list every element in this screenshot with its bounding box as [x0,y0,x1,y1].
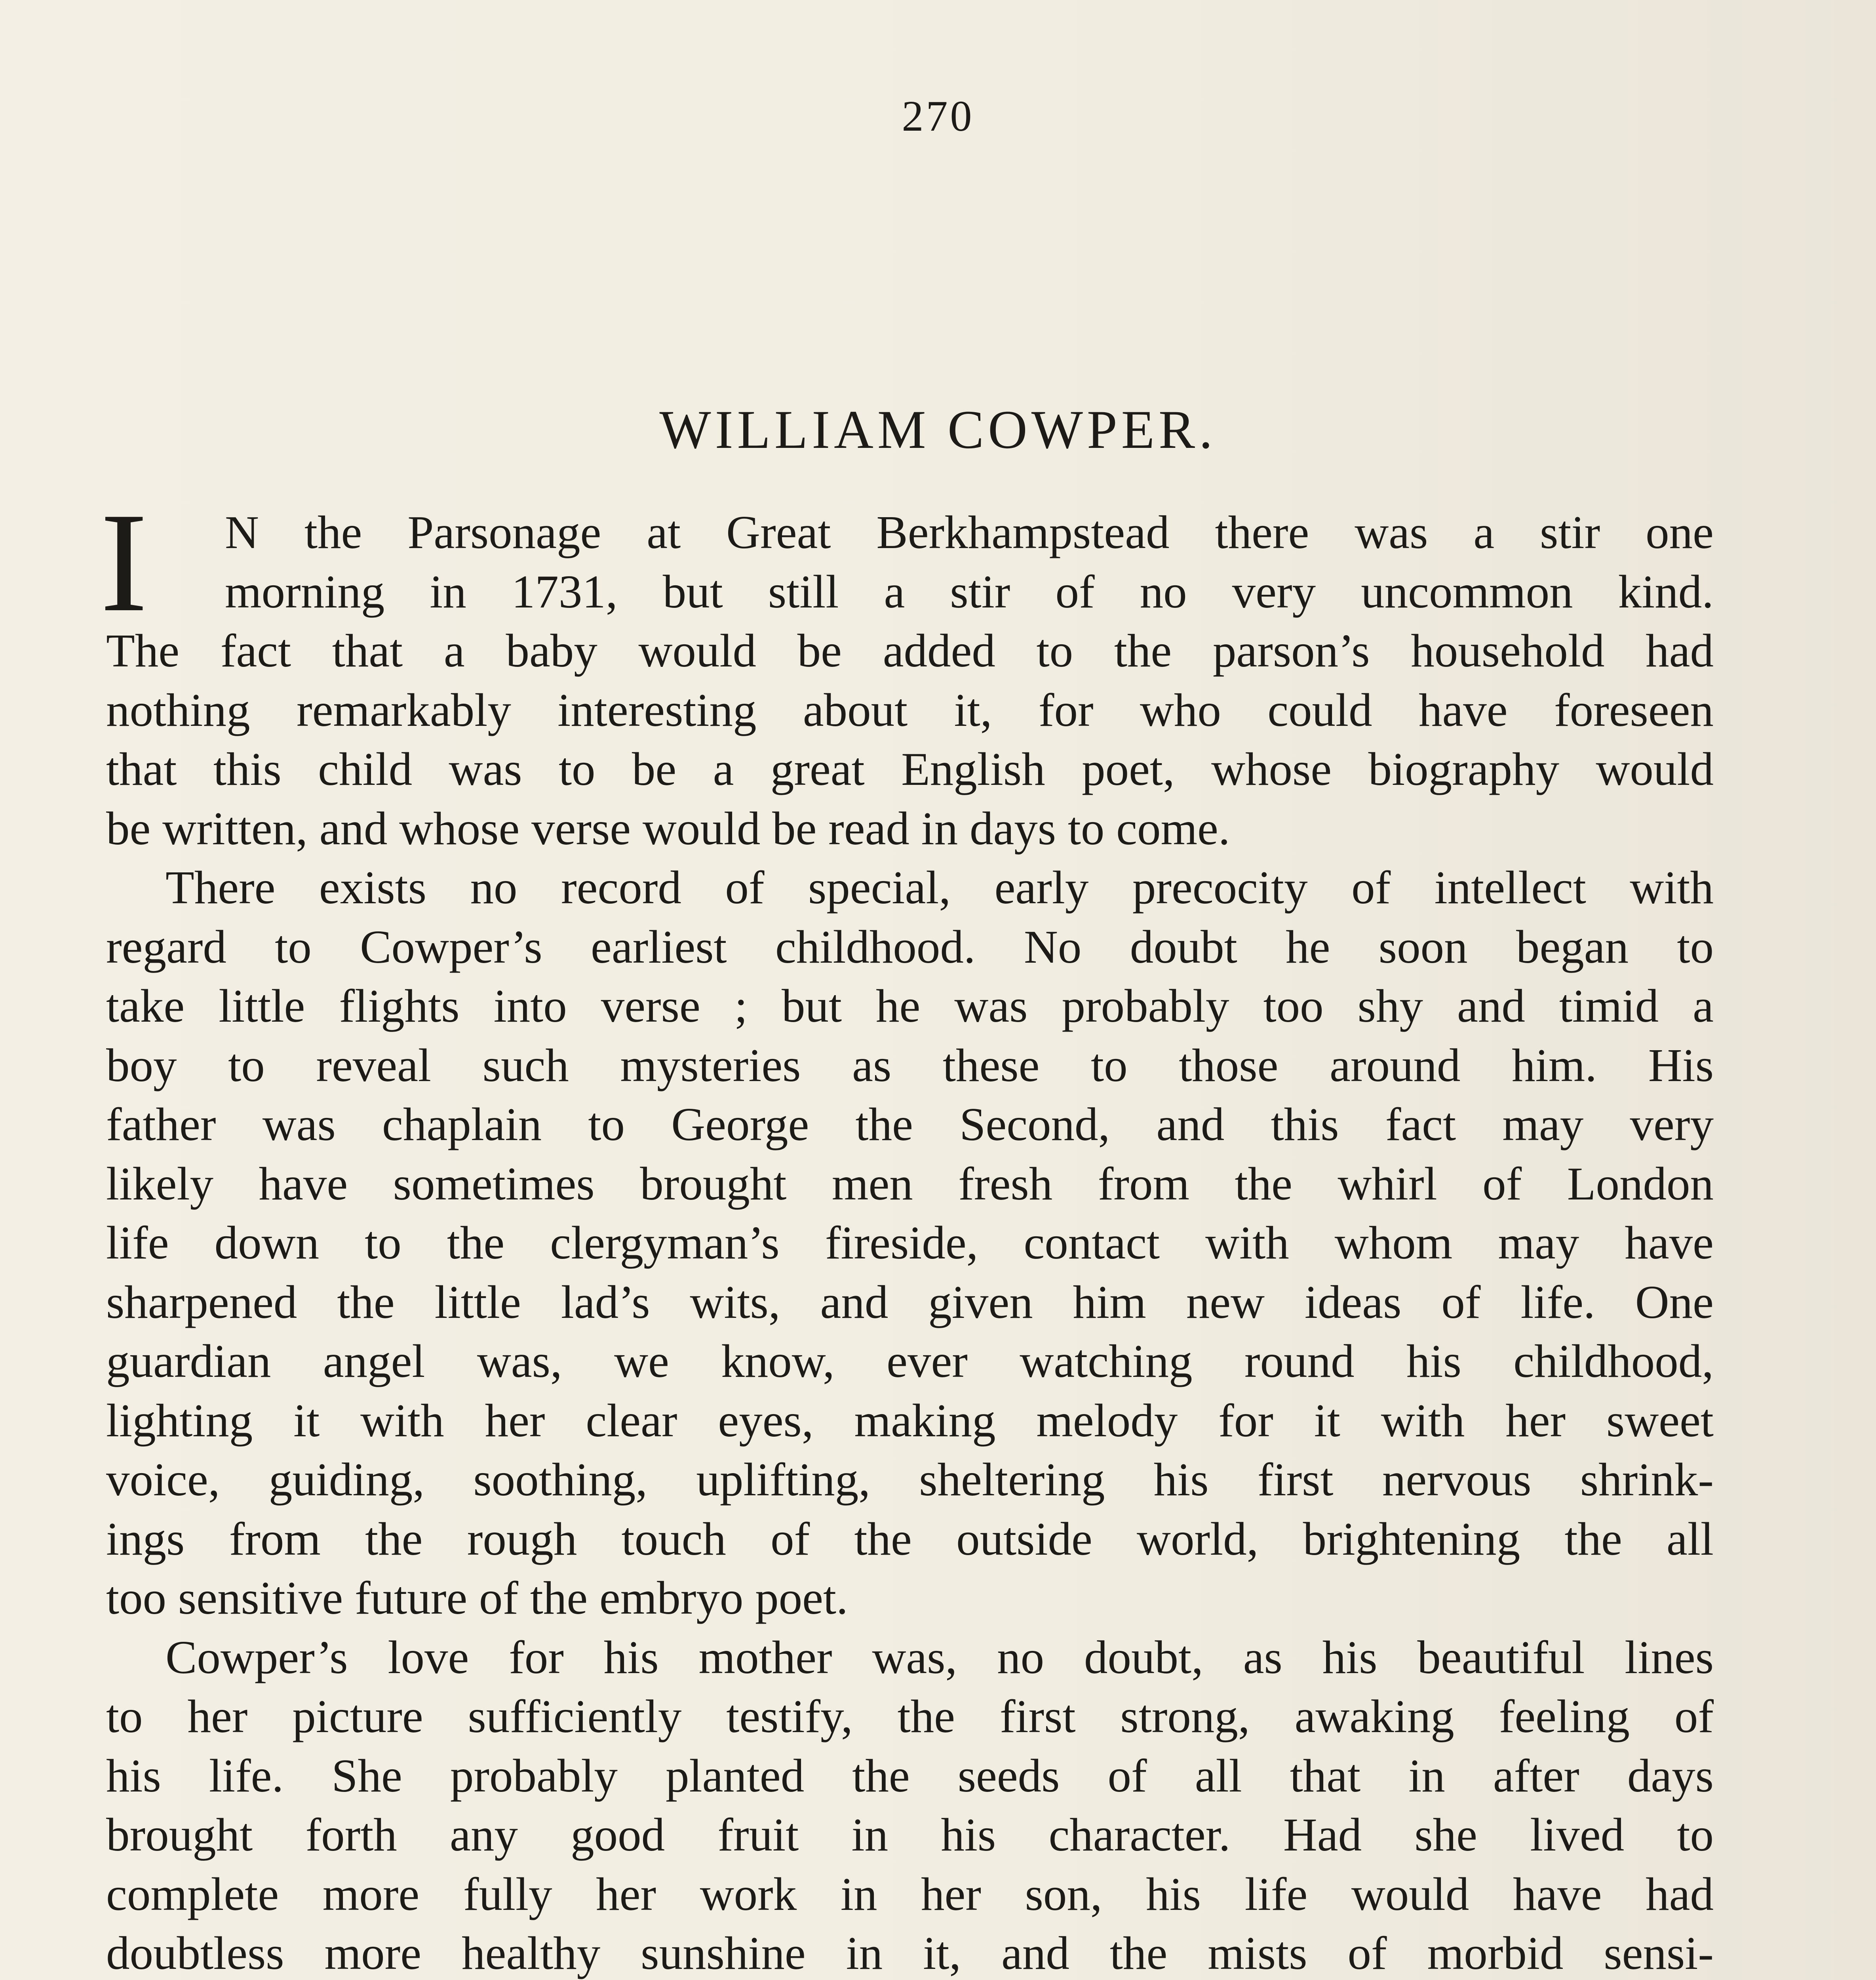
text-line: Cowper’s love for his mother was, no doubt, as his beautiful lines [166,1631,1714,1683]
text-line: take little flights into verse ; but he was probably too shy and timid a [106,980,1714,1032]
text-line: lighting it with her clear eyes, making melody for it with her sweet [106,1394,1714,1447]
text-line: morning in 1731, but still a stir of no very uncommon kind. [225,565,1714,618]
text-line-content: N the Parsonage at Great Berkhampstead there was a stir one [225,506,1714,558]
text-line: boy to reveal such mysteries as these to those around him. His [106,1039,1714,1091]
text-line: guardian angel was, we know, ever watching round his childhood, [106,1335,1714,1387]
text-line: There exists no record of special, early precocity of intellect with [166,861,1714,914]
text-line: father was chaplain to George the Second, and this fact may very [106,1098,1714,1150]
text-line: complete more fully her work in her son, his life would have had [106,1868,1714,1920]
page-number: 270 [902,92,974,140]
text-line: regard to Cowper’s earliest childhood. No doubt he soon began to [106,920,1714,973]
text-line: nothing remarkably interesting about it, for who could have foreseen [106,683,1714,736]
text-line: sharpened the little lad’s wits, and given him new ideas of life. One [106,1276,1714,1328]
text-line: that this child was to be a great English poet, whose biography would [106,743,1714,795]
text-line: his life. She probably planted the seeds of all that in after days [106,1749,1714,1802]
text-line: to her picture sufficiently testify, the first strong, awaking feeling of [106,1690,1714,1742]
text-line: The fact that a baby would be added to the parson’s household had [106,624,1714,677]
drop-cap: I [100,483,148,641]
text-line: doubtless more healthy sunshine in it, and the mists of morbid sensi- [106,1927,1714,1979]
text-line: likely have sometimes brought men fresh from the whirl of London [106,1157,1714,1210]
text-line: life down to the clergyman’s fireside, contact with whom may have [106,1217,1714,1269]
text-line: voice, guiding, soothing, uplifting, sheltering his first nervous shrink- [106,1453,1714,1506]
text-line: be written, and whose verse would be read in days to come. [106,802,1230,855]
text-line: ings from the rough touch of the outside world, brightening the all [106,1512,1714,1565]
text-line: brought forth any good fruit in his character. Had she lived to [106,1809,1714,1861]
body-text [100,483,1714,1980]
text-line: too sensitive future of the embryo poet. [106,1572,848,1624]
chapter-title: WILLIAM COWPER. [659,399,1217,460]
